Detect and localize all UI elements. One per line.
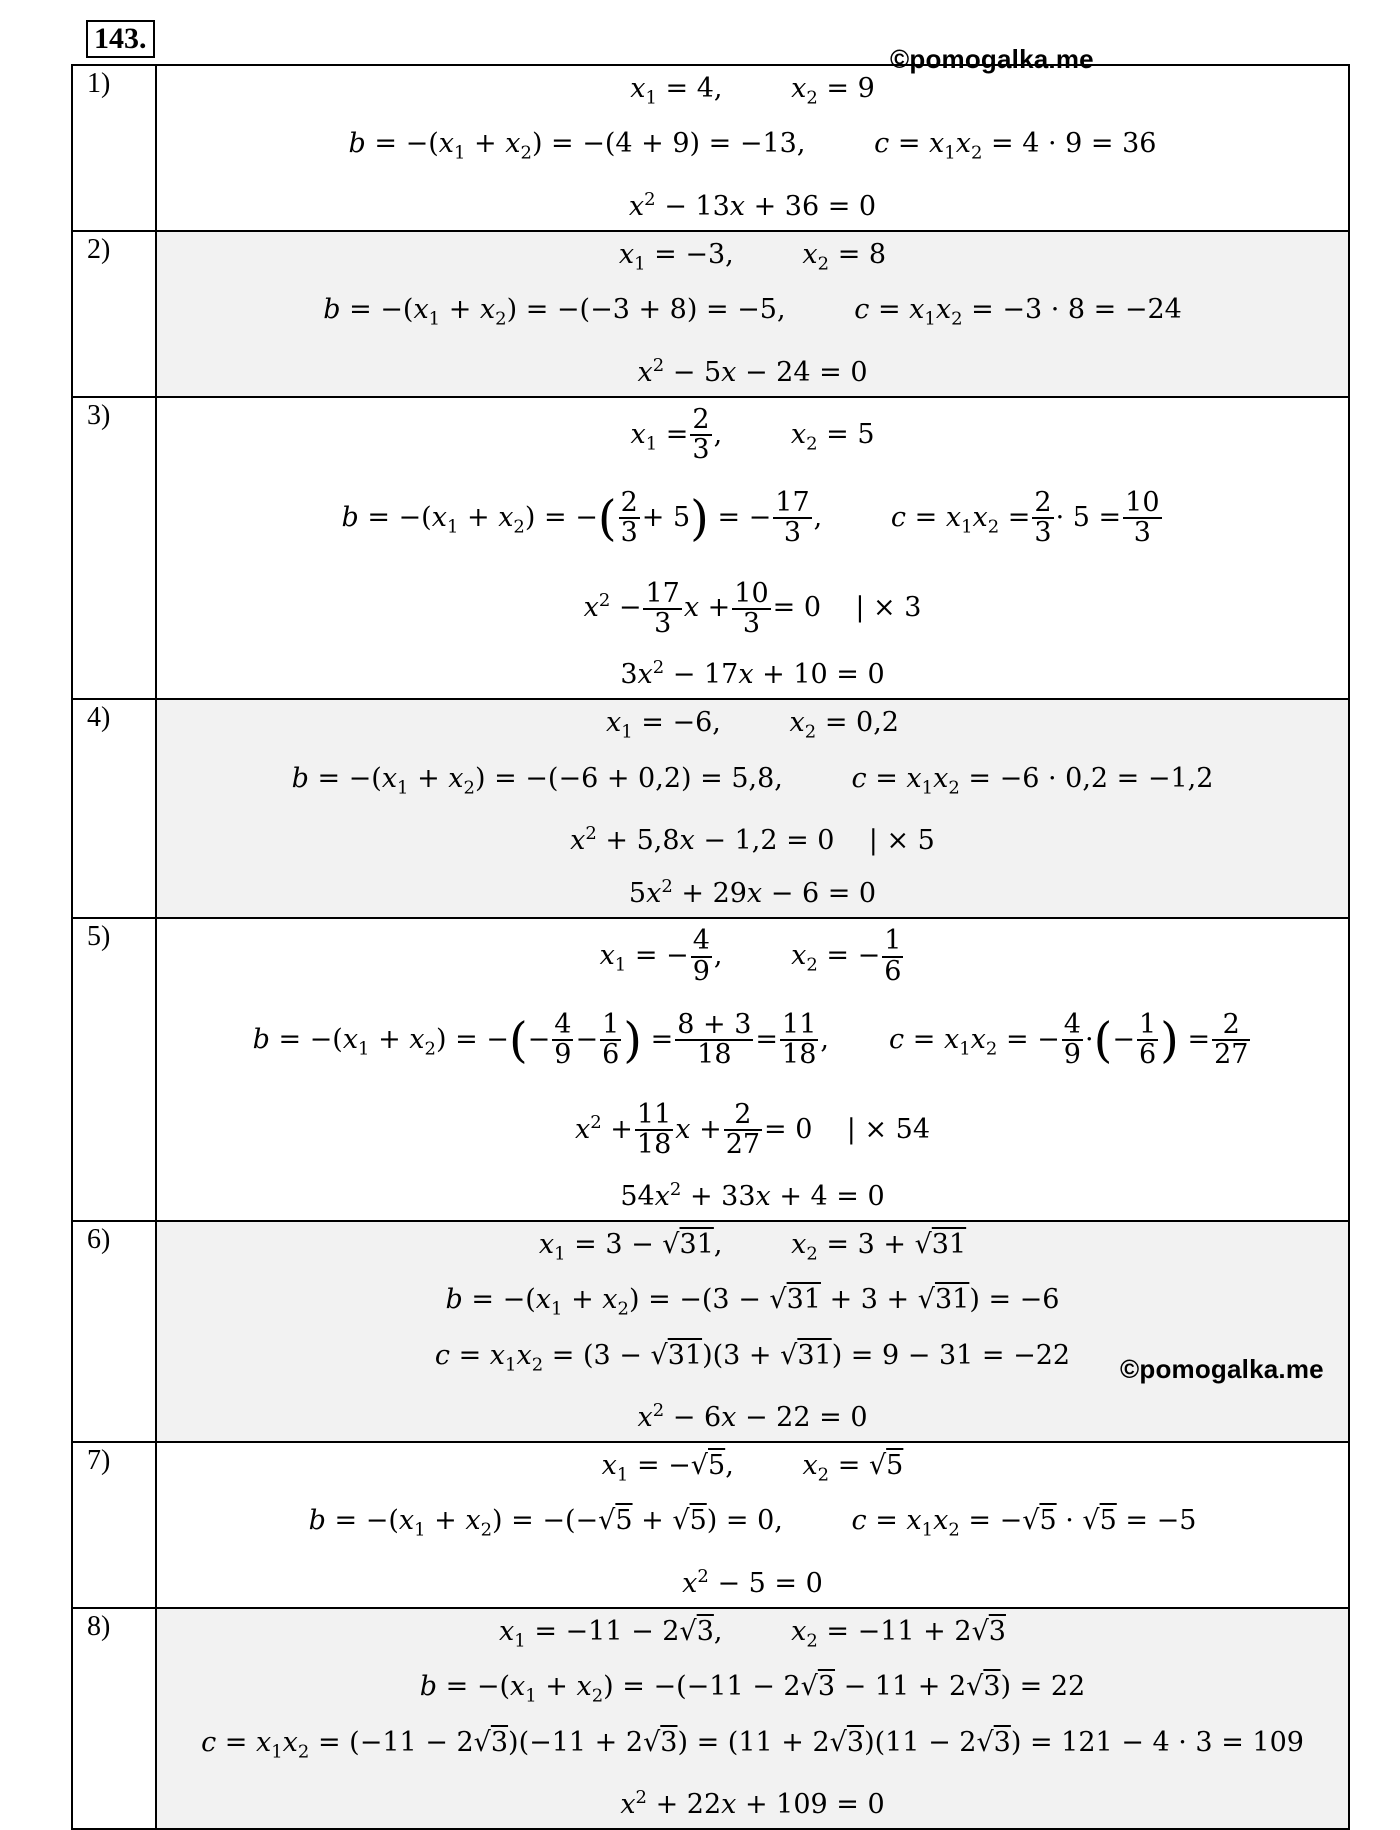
row-body (156, 231, 1349, 397)
solutions-table (71, 64, 1350, 1830)
math-line: $x_1 = -√5$, $x_2 = √5$ (601, 1450, 904, 1486)
solution-row (72, 699, 1349, 918)
math-line: $x^2$ − $\frac{17}{3}$ x + $\frac{10}{3}$ = 0 | × 3 (583, 577, 922, 639)
row-number: 7) (72, 1442, 156, 1608)
task-number: 143. (86, 20, 155, 58)
math-line: $b = -(x_1 + x_2)$ = −( $\frac{2}{3}$ + 5) = − $\frac{17}{3}$ , $c = x_1x_2$ = $\frac{2}{3}$ · 5 = $\frac{10}{3}$ (341, 487, 1160, 549)
math-line: $b = -(x_1 + x_2) = -(4 + 9) = -13$, $c = x_1x_2 = 4 \cdot 9 = 36$ (348, 128, 1157, 164)
math-line: $c = x_1x_2 = (-11 - 2√3)(-11 + 2√3) = (11 + 2√3)(11 - 2√3) = 121 - 4 \cdot 3 = 109$ (201, 1726, 1304, 1763)
math-line: $x_1 = 3 - √31$, $x_2 = 3 + √31$ (538, 1228, 967, 1265)
row-number: 2) (72, 231, 156, 397)
math-line: $x^2$ + $\frac{11}{18}$ x + $\frac{2}{27}$ = 0 | × 54 (574, 1099, 931, 1161)
math-line: $b = -(x_1 + x_2) = -(-√5 + √5) = 0$, $c = x_1x_2 = -√5 \cdot √5 = -5$ (308, 1505, 1197, 1541)
solution-row (72, 1221, 1349, 1442)
math-line: $3x^2 - 17x + 10 = 0$ (620, 657, 885, 691)
math-line: $x_1 = -3$, $x_2 = 8$ (618, 238, 887, 275)
watermark: ©pomogalka.me (890, 44, 1094, 74)
row-body (156, 918, 1349, 1221)
row-number: 4) (72, 699, 156, 918)
row-number: 8) (72, 1608, 156, 1829)
math-line: $x^2 + 22x + 109 = 0$ (620, 1787, 885, 1821)
row-body (156, 699, 1349, 918)
solution-row (72, 1608, 1349, 1829)
math-line: $54x^2 + 33x + 4 = 0$ (620, 1178, 885, 1212)
solution-row (72, 918, 1349, 1221)
row-body (156, 397, 1349, 700)
row-body (156, 1608, 1349, 1829)
solution-row (72, 1442, 1349, 1608)
math-line: $x^2 - 6x - 22 = 0$ (637, 1400, 868, 1434)
row-body (156, 1442, 1349, 1608)
math-line: $x_1 = 4$, $x_2 = 9$ (630, 73, 875, 109)
math-line: $x^2 - 13x + 36 = 0$ (628, 188, 877, 222)
solution-row (72, 65, 1349, 231)
math-line: $b = -(x_1 + x_2) = -(-6 + 0,2) = 5,8$, $c = x_1x_2 = -6 \cdot 0,2 = -1,2$ (291, 762, 1214, 799)
row-number: 6) (72, 1221, 156, 1442)
math-line: $b = -(x_1 + x_2)$ = −(− $\frac{4}{9}$ − $\frac{1}{6}$ ) = $\frac{8 + 3}{18}$ = $\frac{11}{18}$ , $c = x_1x_2$ = − $\frac{4}{9}$ ·(− $\frac{1}{6}$ ) = $\frac{2}{27}$ (252, 1008, 1249, 1071)
row-number: 1) (72, 65, 156, 231)
solution-row (72, 397, 1349, 700)
row-number: 3) (72, 397, 156, 700)
math-line: $x_1$ = $\frac{2}{3}$ , $x_2 = 5$ (630, 403, 875, 466)
math-line: $x^2 - 5 = 0$ (682, 1565, 823, 1599)
math-line: $b = -(x_1 + x_2) = -(-11 - 2√3 - 11 + 2√3) = 22$ (419, 1671, 1086, 1707)
math-line: $x_1$ = − $\frac{4}{9}$ , $x_2$ = − $\frac{1}{6}$ (599, 925, 902, 987)
math-line: $5x^2 + 29x - 6 = 0$ (628, 876, 877, 910)
math-line: $b = -(x_1 + x_2) = -(-3 + 8) = -5$, $c = x_1x_2 = -3 \cdot 8 = -24$ (323, 294, 1182, 330)
math-line: $c = x_1x_2 = (3 - √31)(3 + √31) = 9 - 31 = -22$ (434, 1339, 1071, 1376)
row-body (156, 65, 1349, 231)
watermark: ©pomogalka.me (1120, 1354, 1324, 1384)
math-line: $x_1 = -6$, $x_2 = 0,2$ (606, 707, 899, 743)
math-line: $x_1 = -11 - 2√3$, $x_2 = -11 + 2√3$ (499, 1615, 1006, 1652)
solution-row (72, 231, 1349, 397)
math-line: $x^2 + 5,8x - 1,2 = 0$ | × 5 (570, 823, 935, 857)
row-number: 5) (72, 918, 156, 1221)
row-body (156, 1221, 1349, 1442)
math-line: $b = -(x_1 + x_2) = -(3 - √31 + 3 + √31) = -6$ (445, 1284, 1060, 1320)
math-line: $x^2 - 5x - 24 = 0$ (637, 354, 868, 388)
